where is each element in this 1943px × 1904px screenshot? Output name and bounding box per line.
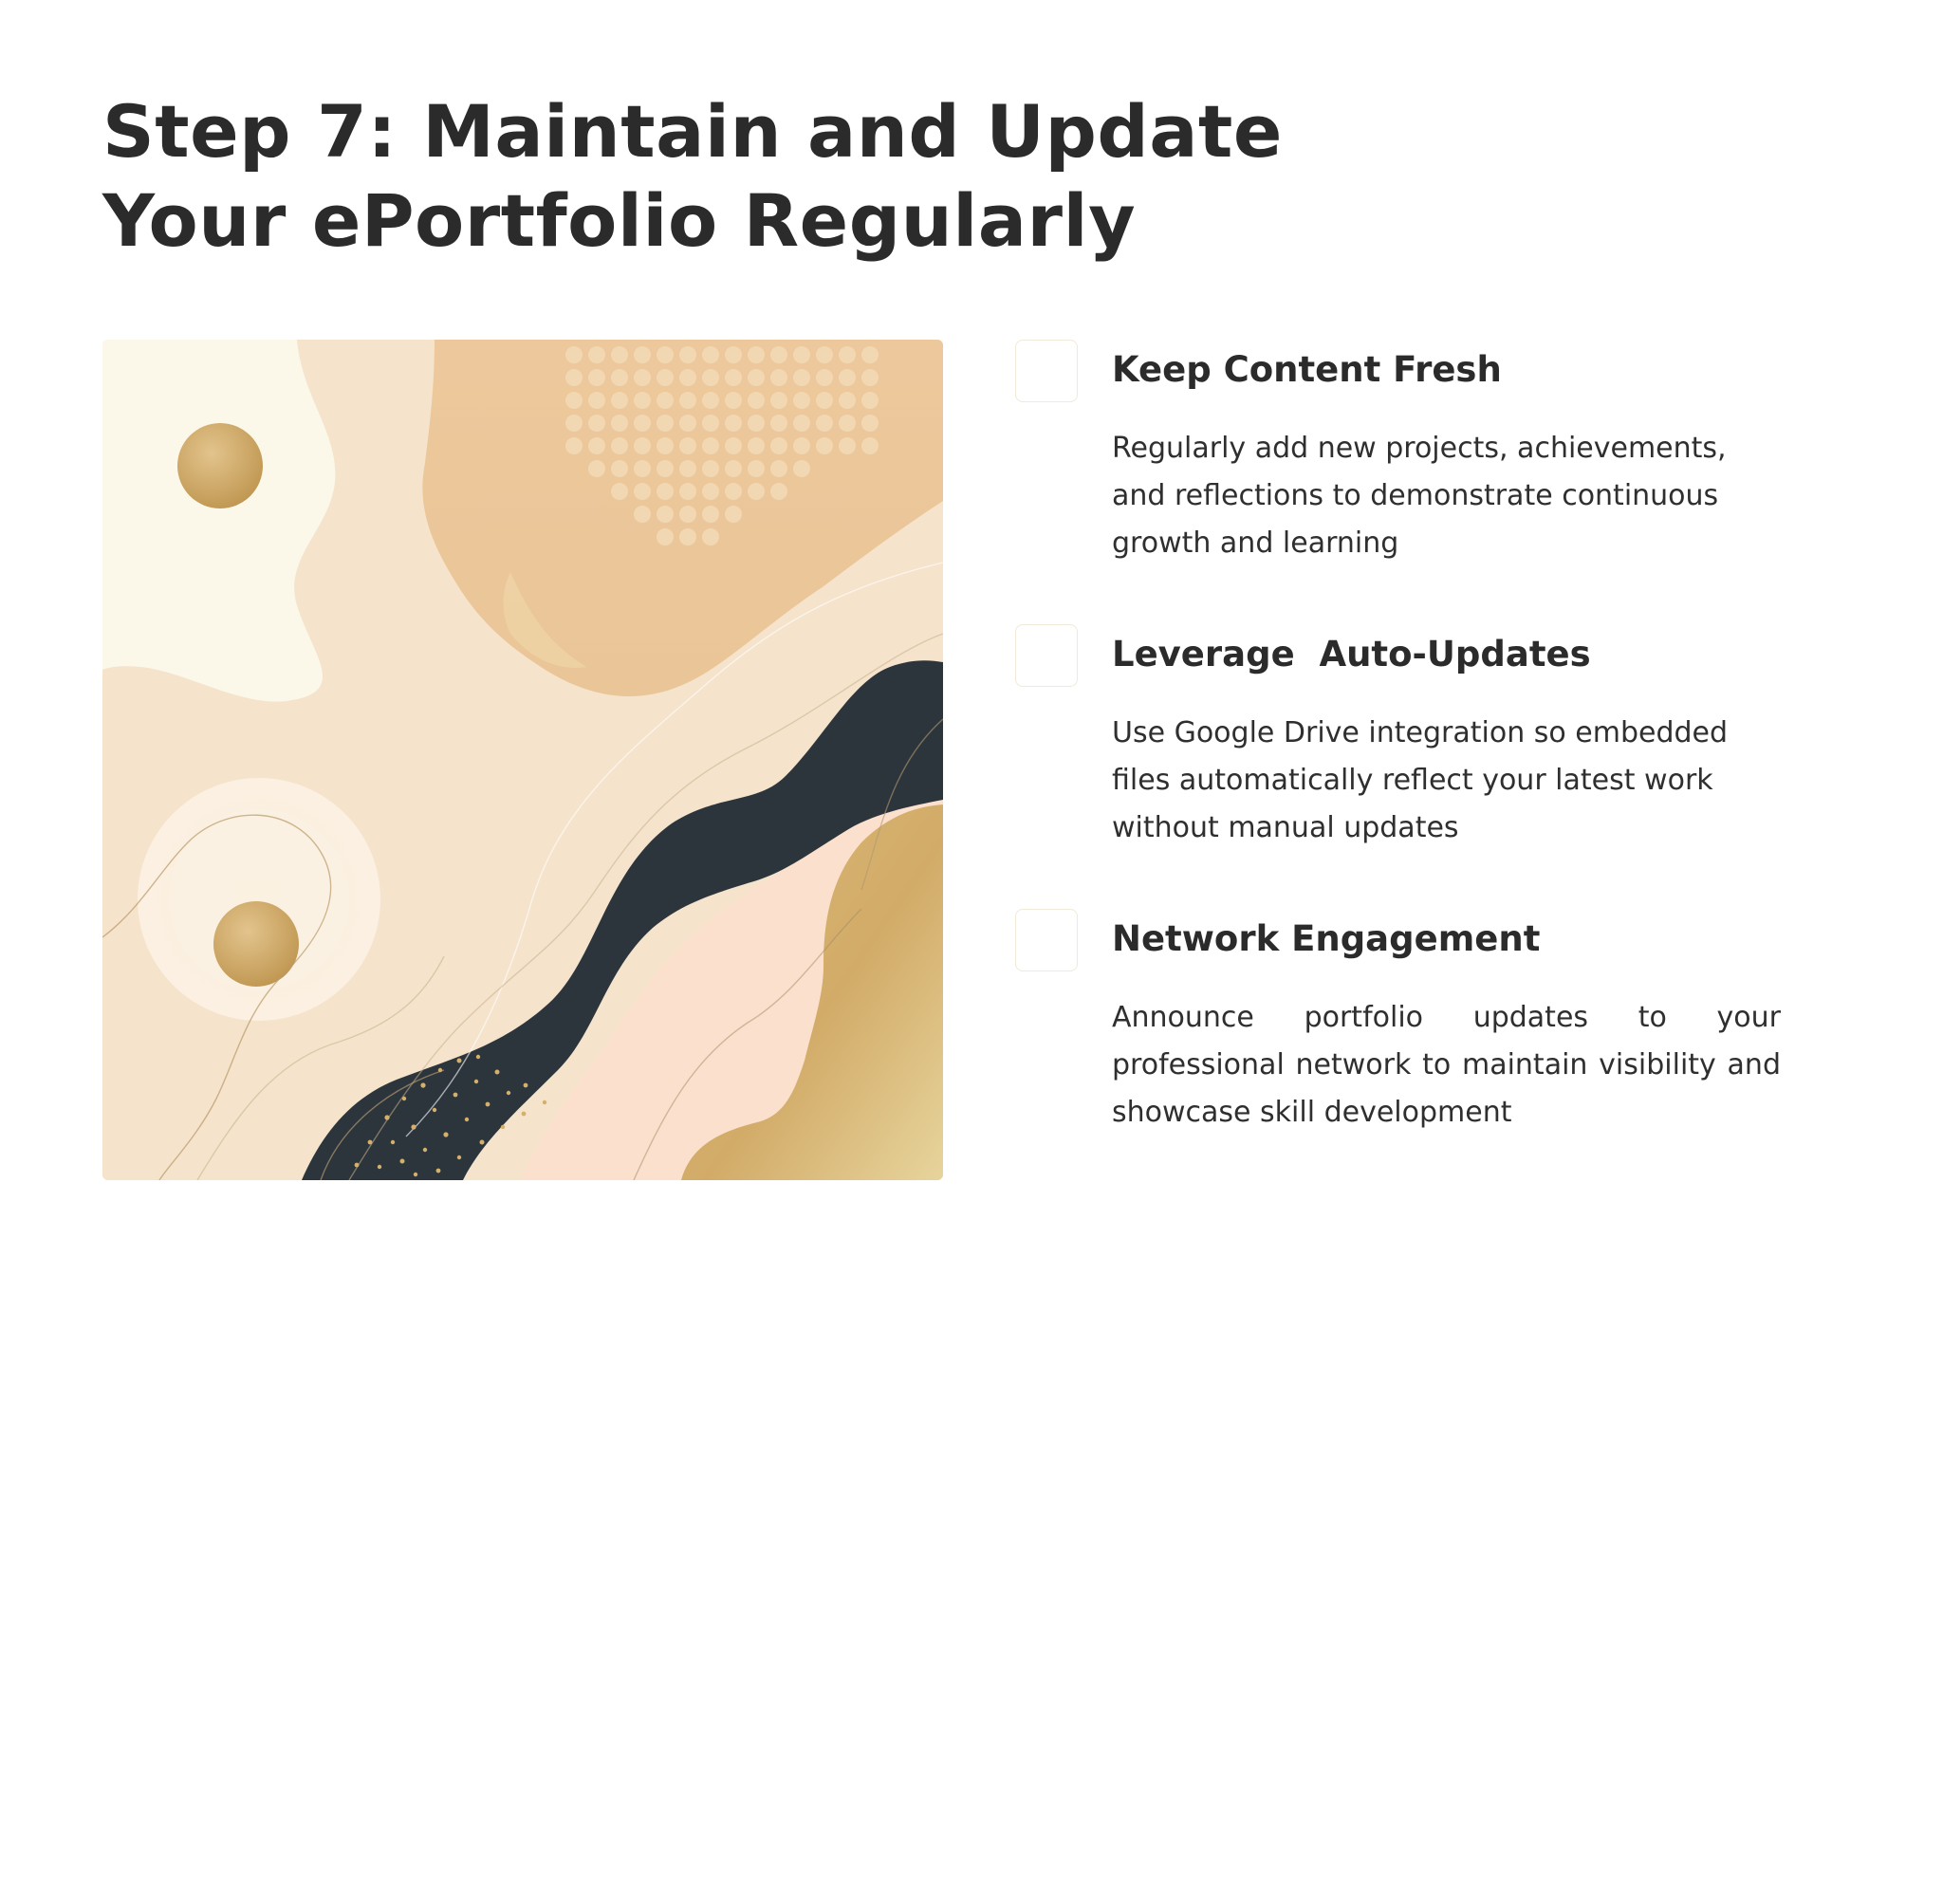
feature-icon-placeholder — [1015, 909, 1078, 971]
feature-description: Use Google Drive integration so embedded files automatically reflect your latest work without manual updates — [1112, 716, 1729, 844]
feature-description: Announce portfolio updates to your professional network to maintain visibility and showcase skill development — [1112, 1001, 1781, 1129]
abstract-illustration — [102, 340, 943, 1180]
feature-title: Network Engagement — [1112, 918, 1541, 959]
feature-icon-placeholder — [1015, 624, 1078, 687]
feature-description: Regularly add new projects, achievements, and reflections to demonstrate continuous growth and learning — [1112, 432, 1727, 560]
page-title: Step 7: Maintain and Update Your ePortfolio Regularly — [102, 89, 1283, 263]
feature-title: Leverage Auto-Updates — [1112, 634, 1591, 675]
feature-icon-placeholder — [1015, 340, 1078, 402]
feature-title: Keep Content Fresh — [1112, 349, 1502, 390]
